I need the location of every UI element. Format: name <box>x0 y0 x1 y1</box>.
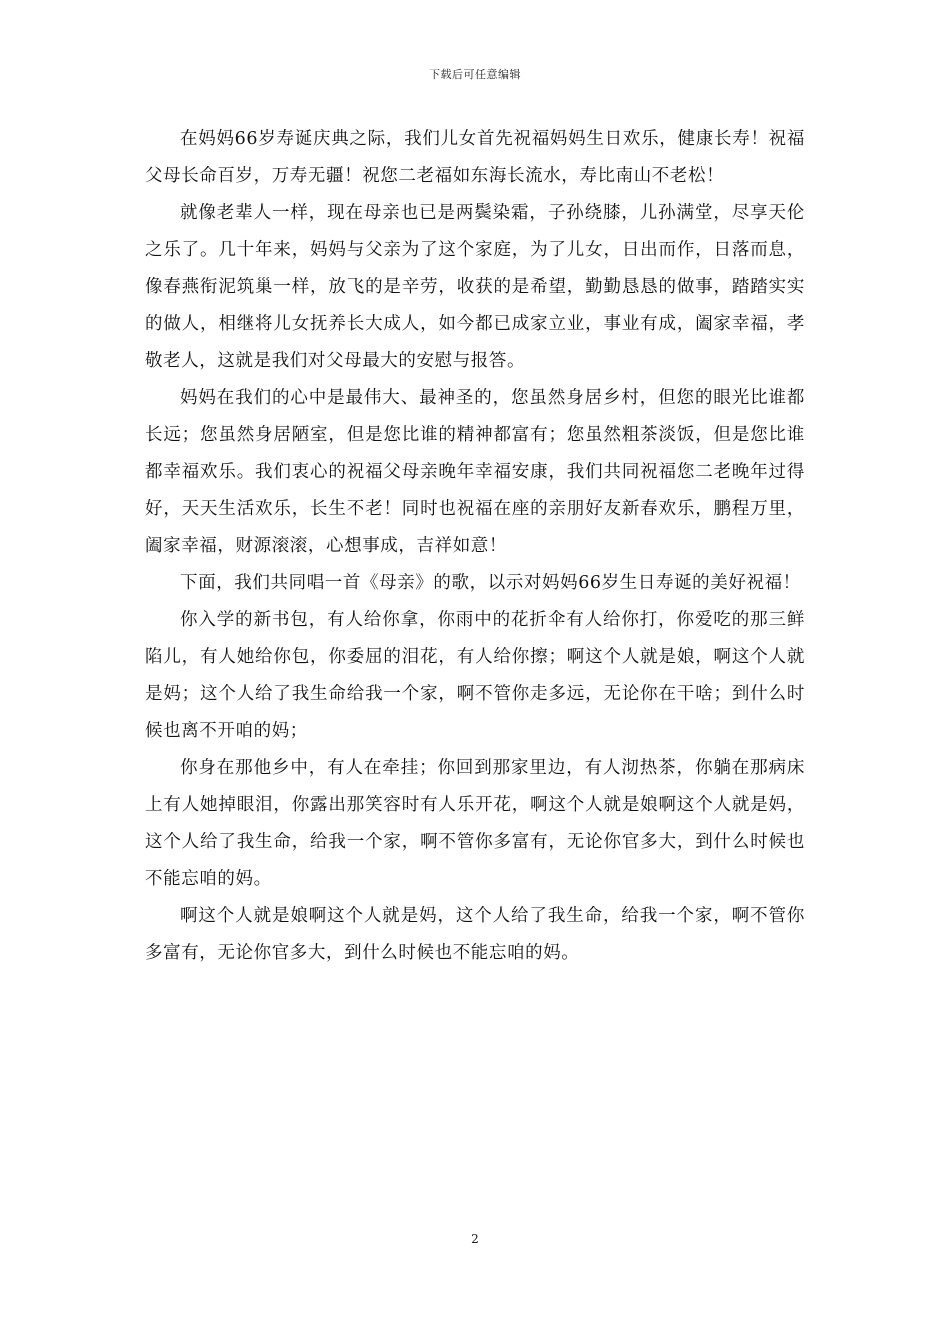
paragraph-5: 你入学的新书包，有人给你拿，你雨中的花折伞有人给你打，你爱吃的那三鲜陷儿，有人她给你包，你委屈的泪花，有人给你擦；啊这个人就是娘，啊这个人就是妈；这个人给了我生命给我一个家，啊不管你走多远，无论你在干啥；到什么时候也离不开咱的妈； <box>145 610 805 741</box>
document-body <box>145 121 805 972</box>
paragraph-4: 下面，我们共同唱一首《母亲》的歌，以示对妈妈66岁生日寿诞的美好祝福！ <box>180 573 801 593</box>
paragraph-6: 你身在那他乡中，有人在牵挂；你回到那家里边，有人沏热茶，你躺在那病床上有人她掉眼泪，你露出那笑容时有人乐开花，啊这个人就是娘啊这个人就是妈，这个人给了我生命，给我一个家，啊不管你多富有，无论你官多大，到什么时候也不能忘咱的妈。 <box>145 758 805 889</box>
paragraph-3: 妈妈在我们的心中是最伟大、最神圣的，您虽然身居乡村，但您的眼光比谁都长远；您虽然身居陋室，但是您比谁的精神都富有；您虽然粗茶淡饭，但是您比谁都幸福欢乐。我们衷心的祝福父母亲晚年幸福安康，我们共同祝福您二老晚年过得好，天天生活欢乐，长生不老！同时也祝福在座的亲朋好友新春欢乐，鹏程万里，阖家幸福，财源滚滚，心想事成，吉祥如意！ <box>145 388 805 556</box>
page-header: 下载后可任意编辑 <box>429 68 521 81</box>
paragraph-7: 啊这个人就是娘啊这个人就是妈，这个人给了我生命，给我一个家，啊不管你多富有，无论你官多大，到什么时候也不能忘咱的妈。 <box>145 906 805 963</box>
page-number: 2 <box>471 1232 479 1246</box>
paragraph-2: 就像老辈人一样，现在母亲也已是两鬓染霜，子孙绕膝，儿孙满堂，尽享天伦之乐了。几十年来，妈妈与父亲为了这个家庭，为了儿女，日出而作，日落而息，像春燕衔泥筑巢一样，放飞的是辛劳，收获的是希望，勤勤恳恳的做事，踏踏实实的做人，相继将儿女抚养长大成人，如今都已成家立业，事业有成，阖家幸福，孝敬老人，这就是我们对父母最大的安慰与报答。 <box>145 203 805 371</box>
paragraph-1: 在妈妈66岁寿诞庆典之际，我们儿女首先祝福妈妈生日欢乐，健康长寿！祝福父母长命百岁，万寿无疆！祝您二老福如东海长流水，寿比南山不老松！ <box>145 129 805 186</box>
